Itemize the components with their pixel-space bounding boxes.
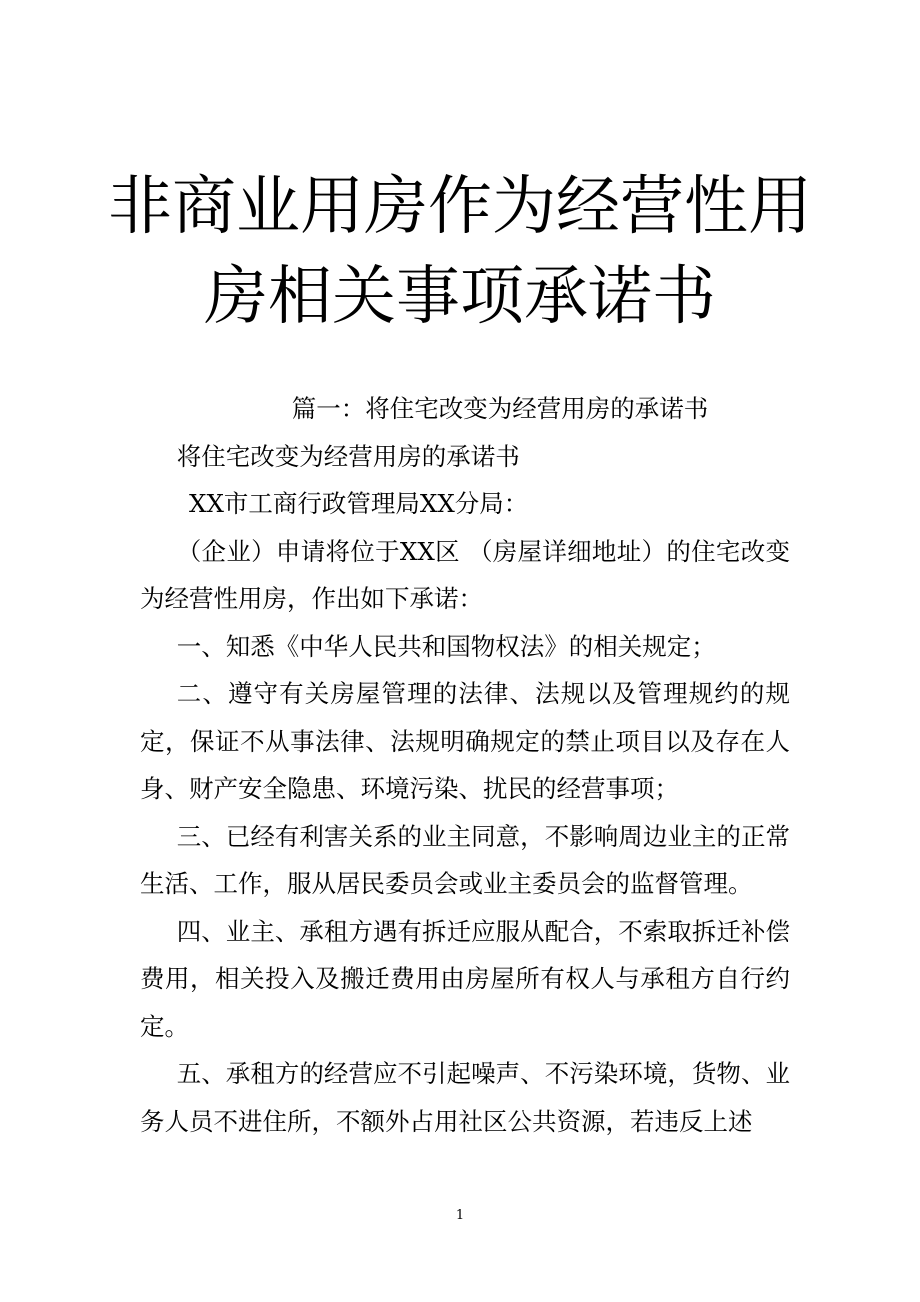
paragraph-item-5: 五、承租方的经营应不引起噪声、不污染环境，货物、业务人员不进住所，不额外占用社区公共资源，若违反上述 [140,1059,790,1136]
title-line-1: 非商业用房作为经营性用 [108,170,812,244]
document-body [140,385,790,1145]
paragraph-item-2: 二、遵守有关房屋管理的法律、法规以及管理规约的规定，保证不从事法律、法规明确规定的禁止项目以及存在人身、财产安全隐患、环境污染、扰民的经营事项； [140,679,790,803]
paragraph-item-4: 四、业主、承租方遇有拆迁应服从配合，不索取拆迁补偿费用，相关投入及搬迁费用由房屋所有权人与承租方自行约定。 [140,916,790,1041]
page-number: 1 [455,1208,465,1223]
addressee: XX市工商行政管理局XX分局： [189,489,529,518]
document-title [0,162,920,342]
paragraph-item-3: 三、已经有利害关系的业主同意，不影响周边业主的正常生活、工作，服从居民委员会或业主委员会的监督管理。 [140,821,790,898]
paragraph-intro: （企业）申请将位于XX区 （房屋详细地址）的住宅改变为经营性用房，作出如下承诺： [140,536,790,613]
letter-title: 将住宅改变为经营用房的承诺书 [176,441,520,471]
section-heading: 篇一：将住宅改变为经营用房的承诺书 [291,394,709,423]
title-line-2: 房相关事项承诺书 [204,260,716,334]
paragraph-item-1: 一、知悉《中华人民共和国物权法》的相关规定； [176,631,716,661]
